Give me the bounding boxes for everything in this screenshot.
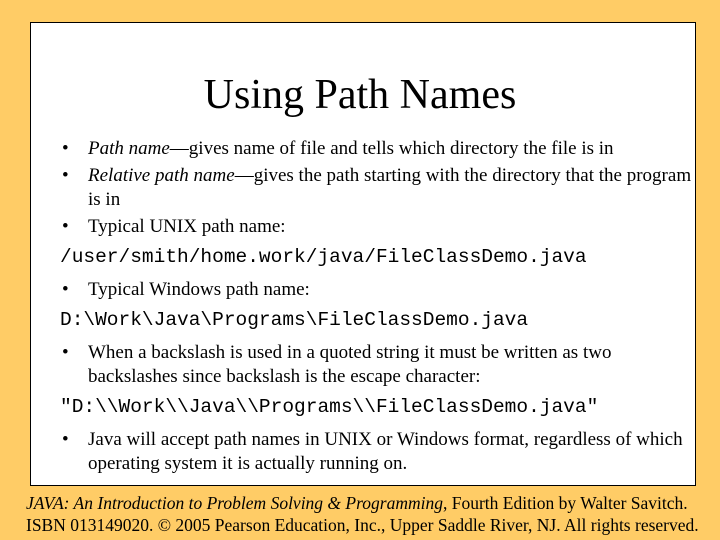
bullet-text: —gives the path starting with the directory that the program is in [88,165,692,210]
footer-line-2: ISBN 013149020. © 2005 Pearson Education, Inc., Upper Saddle River, NJ. All rights reserved. [26,515,699,535]
code-line-windows-path: D:\Work\Java\Programs\FileClassDemo.java [60,309,529,331]
bullet-marker: • [62,279,69,300]
bullet-marker: • [62,138,69,159]
bullet-term: Path name [88,138,170,159]
bullet-text: Java will accept path names in UNIX or Windows format, regardless of which operating system it is actually running on. [88,429,683,474]
bullet-item [62,215,702,239]
bullet-text: Typical UNIX path name: [88,216,286,237]
bullet-term: Relative path name [88,165,235,186]
bullet-item [62,278,702,302]
bullet-marker: • [62,429,69,450]
copyright-footer [26,492,699,536]
code-line-escaped-path: "D:\\Work\\Java\\Programs\\FileClassDemo.java" [60,396,599,418]
slide-content [62,137,702,479]
bullet-marker: • [62,342,69,363]
bullet-item [62,341,702,389]
bullet-text: —gives name of file and tells which directory the file is in [169,138,614,159]
bullet-marker: • [62,216,69,237]
bullet-item [62,137,702,161]
bullet-text: When a backslash is used in a quoted string it must be written as two backslashes since backslash is the escape character: [88,342,612,387]
footer-book-title: JAVA: An Introduction to Problem Solving & Programming [26,493,443,513]
slide-title: Using Path Names [203,72,517,118]
code-line-unix-path: /user/smith/home.work/java/FileClassDemo.java [60,246,587,268]
bullet-item [62,164,702,212]
bullet-marker: • [62,165,69,186]
bullet-item [62,428,702,476]
footer-line-1 [26,492,699,514]
footer-book-info: , Fourth Edition by Walter Savitch. [442,493,688,513]
bullet-text: Typical Windows path name: [88,279,310,300]
